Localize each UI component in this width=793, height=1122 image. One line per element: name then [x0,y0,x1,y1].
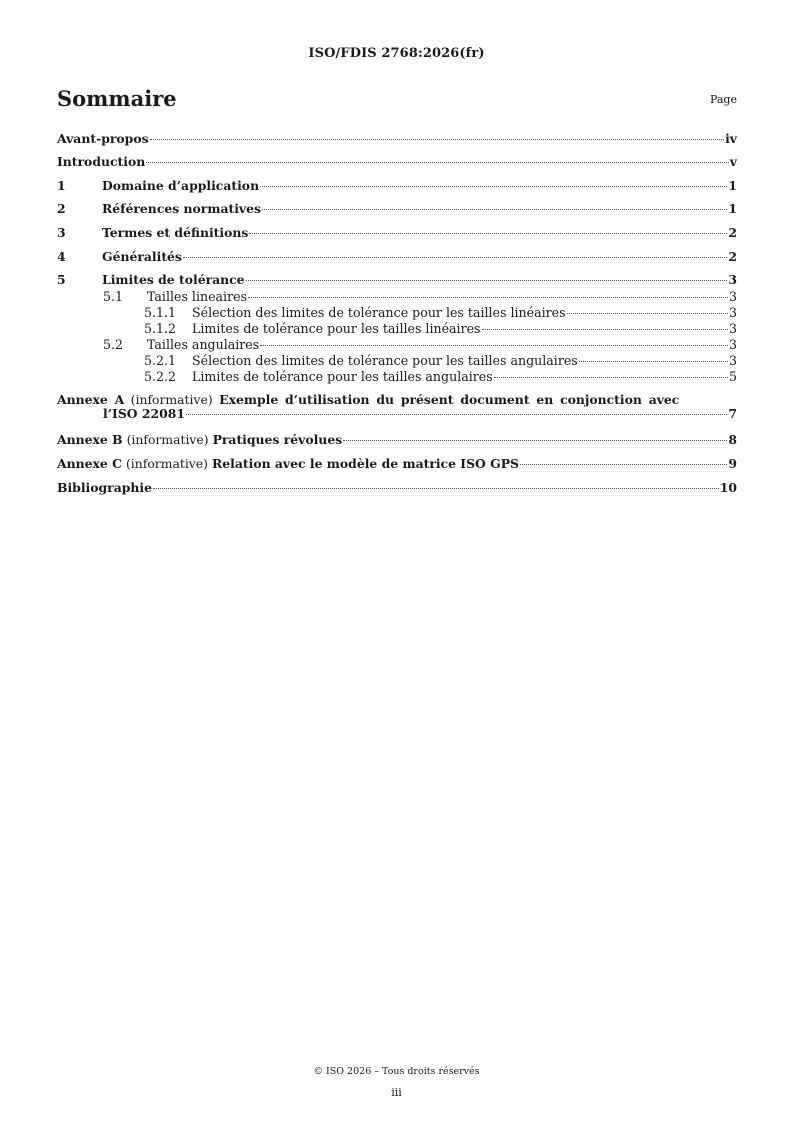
toc-entry-page: 10 [719,480,737,495]
toc-entry-page: 5 [728,369,737,384]
dot-leader [260,186,727,187]
footer-page-number: iii [391,1086,402,1099]
annex-title-line1: Exemple d’utilisation du présent document en conjonction avec [219,392,680,407]
toc-entry-page: iv [725,131,737,146]
dot-leader [262,209,727,210]
toc-entry-number: 4 [57,249,66,264]
toc-entry-page: 9 [728,456,737,471]
toc-entry-label: Avant-propos [57,131,149,146]
toc-entry-number: 5.1.2 [144,321,177,336]
toc-entry-section-5[interactable] [57,272,737,287]
annex-title: Pratiques révolues [212,432,343,447]
toc-entry-number: 3 [57,225,66,240]
annex-title-line2: l’ISO 22081 [103,406,185,421]
toc-entry-section-4[interactable] [57,249,737,264]
toc-entry-page: 3 [728,289,737,304]
toc-entry-annex-a[interactable] [57,392,737,421]
toc-entry-number: 5.2.1 [144,353,177,368]
footer-copyright: © ISO 2026 – Tous droits réservés [313,1066,480,1077]
toc-page-label: Page [709,93,737,106]
annex-prefix: Annexe A [57,392,125,407]
toc-entry-label: Tailles angulaires [147,337,260,352]
toc-entry-page: 2 [728,249,737,264]
toc-entry-label: Bibliographie [57,480,153,495]
toc-entry-page: 3 [728,321,737,336]
toc-entry-page: 7 [728,406,737,421]
annex-kind: (informative) [130,392,213,407]
dot-leader [246,280,728,281]
toc-title: Sommaire [57,86,177,111]
annex-kind: (informative) [126,432,209,447]
toc-entry-page: 2 [728,225,737,240]
toc-entry-section-5-1-2[interactable] [144,321,737,336]
dot-leader [567,313,728,314]
toc-entry-number: 5.1.1 [144,305,177,320]
toc-entry-label: Références normatives [102,201,261,216]
dot-leader [150,139,725,140]
toc-entry-label: Limites de tolérance pour les tailles linéaires [192,321,481,336]
toc-entry-label: Sélection des limites de tolérance pour les tailles angulaires [192,353,578,368]
annex-prefix: Annexe B [57,432,123,447]
toc-entry-page: 3 [728,353,737,368]
toc-entry-page: 3 [728,272,737,287]
toc-entry-page: 8 [728,432,737,447]
toc-entry-introduction[interactable] [57,154,737,169]
dot-leader [146,162,729,163]
document-header-id: ISO/FDIS 2768:2026(fr) [308,46,485,61]
toc-entry-label: Termes et définitions [102,225,249,240]
dot-leader [260,345,728,346]
dot-leader [153,488,719,489]
toc-entry-label: Tailles lineaires [147,289,248,304]
annex-title: Relation avec le modèle de matrice ISO GPS [211,456,519,471]
toc-entry-label: Sélection des limites de tolérance pour les tailles linéaires [192,305,566,320]
dot-leader [520,464,727,465]
toc-entry-number: 1 [57,178,66,193]
toc-entry-page: 1 [728,178,737,193]
toc-entry-page: 3 [728,305,737,320]
dot-leader [494,377,728,378]
toc-entry-page: v [729,154,737,169]
dot-leader [186,414,727,415]
toc-entry-label: Limites de tolérance pour les tailles angulaires [192,369,493,384]
toc-entry-label: Limites de tolérance [102,272,245,287]
toc-entry-bibliography[interactable] [57,480,737,495]
annex-kind: (informative) [125,456,208,471]
dot-leader [249,233,727,234]
toc-entry-section-5-1[interactable] [103,289,737,304]
toc-entry-number: 5 [57,272,66,287]
toc-entry-section-1[interactable] [57,178,737,193]
toc-entry-section-5-2-2[interactable] [144,369,737,384]
toc-entry-annex-b[interactable] [57,432,737,447]
toc-entry-page: 1 [728,201,737,216]
toc-entry-section-5-2[interactable] [103,337,737,352]
toc-entry-section-3[interactable] [57,225,737,240]
toc-entry-number: 5.1 [103,289,124,304]
toc-entry-avant-propos[interactable] [57,131,737,146]
dot-leader [248,297,728,298]
dot-leader [183,257,727,258]
toc-entry-label: Introduction [57,154,146,169]
toc-entry-section-5-1-1[interactable] [144,305,737,320]
toc-entry-annex-c[interactable] [57,456,737,471]
toc-entry-label: Généralités [102,249,182,264]
toc-entry-section-2[interactable] [57,201,737,216]
toc-entry-number: 5.2.2 [144,369,177,384]
toc-entry-label: Domaine d’application [102,178,260,193]
dot-leader [482,329,728,330]
annex-prefix: Annexe C [57,456,122,471]
dot-leader [343,440,727,441]
dot-leader [579,361,728,362]
toc-entry-section-5-2-1[interactable] [144,353,737,368]
toc-entry-number: 2 [57,201,66,216]
toc-entry-page: 3 [728,337,737,352]
toc-entry-number: 5.2 [103,337,124,352]
